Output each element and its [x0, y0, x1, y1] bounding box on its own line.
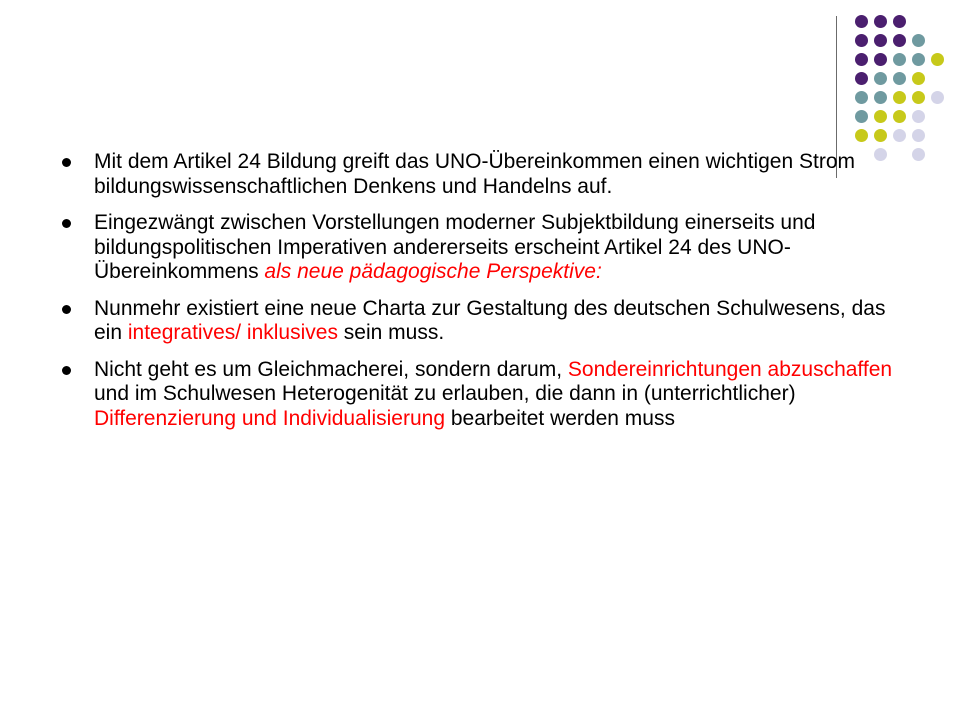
bullet-list — [60, 150, 910, 443]
bullet-text: und im Schulwesen Heterogenität zu erlauben, die dann in (unterrichtlicher) — [94, 382, 796, 405]
bullet-text: sein muss. — [337, 321, 445, 344]
decorative-dot — [874, 110, 887, 123]
decorative-dot — [855, 129, 868, 142]
bullet-marker — [62, 219, 71, 228]
decorative-dot — [874, 72, 887, 85]
decorative-dot — [931, 53, 944, 66]
highlighted-text: integratives/ inklusives — [127, 321, 338, 344]
highlighted-text: Sondereinrichtungen abzuschaffen — [567, 357, 893, 381]
decorative-dot — [874, 53, 887, 66]
decorative-dot — [893, 91, 906, 104]
decorative-dot — [893, 34, 906, 47]
bullet-marker — [62, 305, 71, 314]
decorative-dot — [855, 110, 868, 123]
decorative-dot — [855, 91, 868, 104]
bullet-text: bearbeitet werden muss — [445, 406, 675, 430]
bullet-text: Nicht geht es um Gleichmacherei, sondern darum, — [94, 357, 568, 381]
decorative-dot — [855, 72, 868, 85]
highlighted-text: als neue pädagogische Perspektive: — [264, 260, 602, 283]
decorative-dot — [912, 148, 925, 161]
decorative-dot — [912, 34, 925, 47]
decorative-dot — [874, 129, 887, 142]
decorative-dot — [912, 129, 925, 142]
bullet-item-perspektive — [60, 211, 910, 285]
bullet-item-artikel-24 — [60, 150, 910, 199]
highlighted-text: Differenzierung und Individualisierung — [94, 406, 446, 430]
bullet-text: Mit dem Artikel 24 Bildung greift das UNO-Übereinkommen einen wichtigen Strom bildungswissenschaftlichen Denkens und Handelns auf. — [94, 150, 855, 198]
decorative-dot — [874, 15, 887, 28]
decorative-dot — [874, 34, 887, 47]
decorative-dot — [874, 91, 887, 104]
bullet-text: Eingezwängt zwischen Vorstellungen moderner Subjektbildung einerseits und bildungspolitischen Imperativen andererseits erscheint Artikel 24 des UNO-Übereinkommens — [94, 211, 816, 283]
decorative-dot — [912, 53, 925, 66]
decorative-dot — [893, 53, 906, 66]
decorative-dot — [893, 72, 906, 85]
decorative-dot — [912, 91, 925, 104]
decorative-dot — [893, 15, 906, 28]
decorative-dot — [931, 91, 944, 104]
decorative-dot — [855, 15, 868, 28]
bullet-marker — [62, 366, 71, 375]
bullet-text: Nunmehr existiert eine neue Charta zur Gestaltung des deutschen Schulwesens, das ein — [94, 296, 886, 344]
decorative-dot — [855, 53, 868, 66]
decorative-dot — [855, 34, 868, 47]
decorative-dot — [893, 129, 906, 142]
decorative-dot — [893, 110, 906, 123]
bullet-item-heterogenitaet — [60, 358, 910, 432]
decorative-dot — [912, 72, 925, 85]
bullet-item-charta — [60, 297, 910, 346]
decorative-dot — [912, 110, 925, 123]
bullet-marker — [62, 158, 71, 167]
